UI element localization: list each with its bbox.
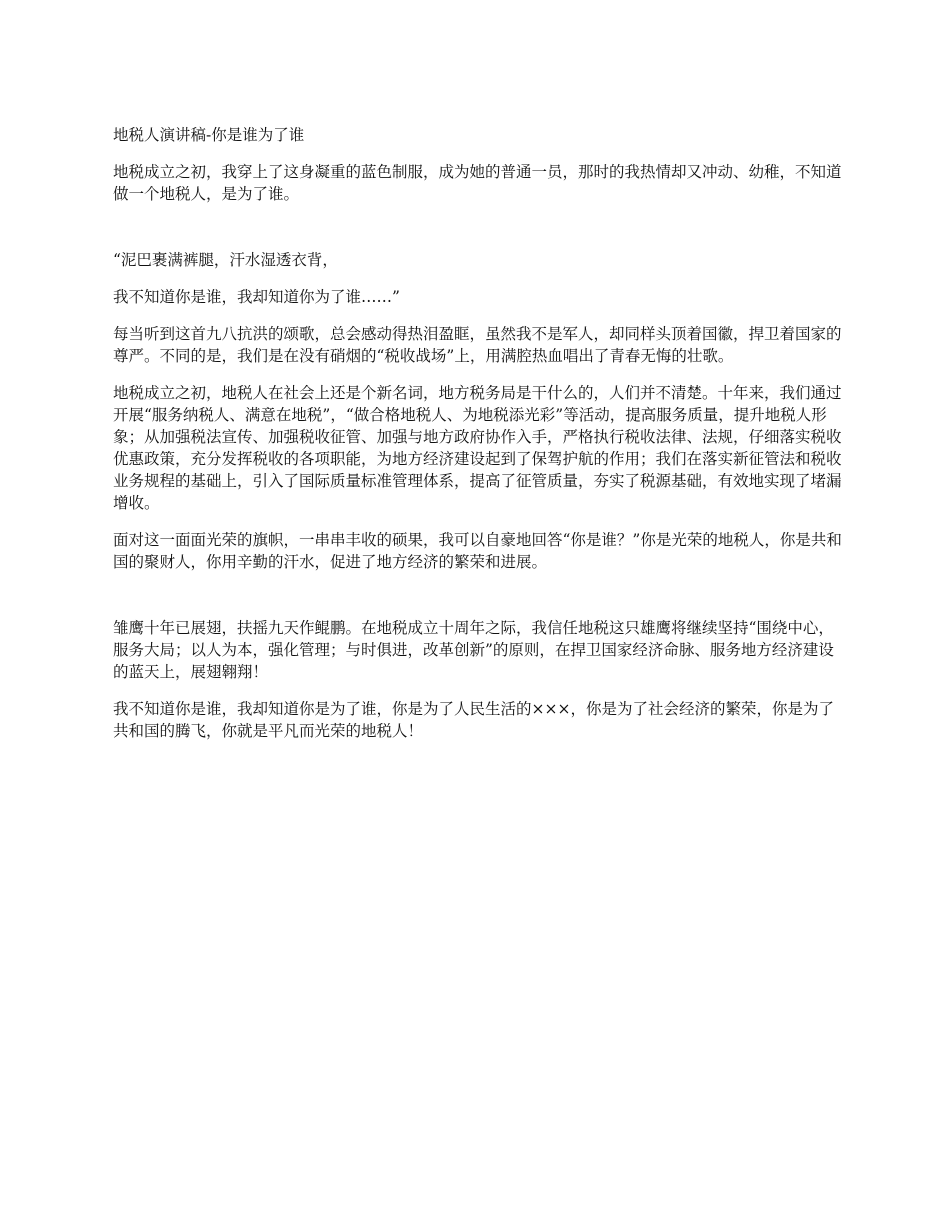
document-title: 地税人演讲稿-你是谁为了谁 xyxy=(113,126,305,144)
paragraph-7: 雏鹰十年已展翅，扶摇九天作鲲鹏。在地税成立十周年之际，我信任地税这只雄鹰将继续坚持“围绕中心，服务大局；以人为本，强化管理；与时俱进，改革创新”的原则，在捍卫国家经济命脉、服务地方经济建设的蓝天上，展翅翱翔！ xyxy=(113,619,834,681)
paragraph-2: “泥巴裹满裤腿，汗水湿透衣背， xyxy=(113,251,338,269)
paragraph-8: 我不知道你是谁，我却知道你是为了谁，你是为了人民生活的×××，你是为了社会经济的繁荣，你是为了共和国的腾飞，你就是平凡而光荣的地税人！ xyxy=(113,700,834,740)
paragraph-6: 面对这一面面光荣的旗帜，一串串丰收的硕果，我可以自豪地回答“你是谁？”你是光荣的地税人，你是共和国的聚财人，你用辛勤的汗水，促进了地方经济的繁荣和进展。 xyxy=(113,531,842,571)
paragraph-3: 我不知道你是谁，我却知道你为了谁……” xyxy=(113,288,400,306)
paragraph-4: 每当听到这首九八抗洪的颂歌，总会感动得热泪盈眶，虽然我不是军人，却同样头顶着国徽，捍卫着国家的尊严。不同的是，我们是在没有硝烟的“税收战场”上，用满腔热血唱出了青春无悔的壮歌。 xyxy=(113,325,842,365)
paragraph-1: 地税成立之初，我穿上了这身凝重的蓝色制服，成为她的普通一员，那时的我热情却又冲动、幼稚，不知道做一个地税人，是为了谁。 xyxy=(113,163,842,203)
paragraph-spacer xyxy=(113,220,845,249)
paragraph-5: 地税成立之初，地税人在社会上还是个新名词，地方税务局是干什么的，人们并不清楚。十年来，我们通过开展“服务纳税人、满意在地税”，“做合格地税人、为地税添光彩”等活动，提高服务质量，提升地税人形象；从加强税法宣传、加强税收征管、加强与地方政府协作入手，严格执行税收法律、法规，仔细落实税收优惠政策，充分发挥税收的各项职能，为地方经济建设起到了保驾护航的作用；我们在落实新征管法和税收业务规程的基础上，引入了国际质量标准管理体系，提高了征管质量，夯实了税源基础，有效地实现了堵漏增收。 xyxy=(113,384,842,512)
document-body xyxy=(113,124,845,757)
paragraph-spacer xyxy=(113,588,845,617)
